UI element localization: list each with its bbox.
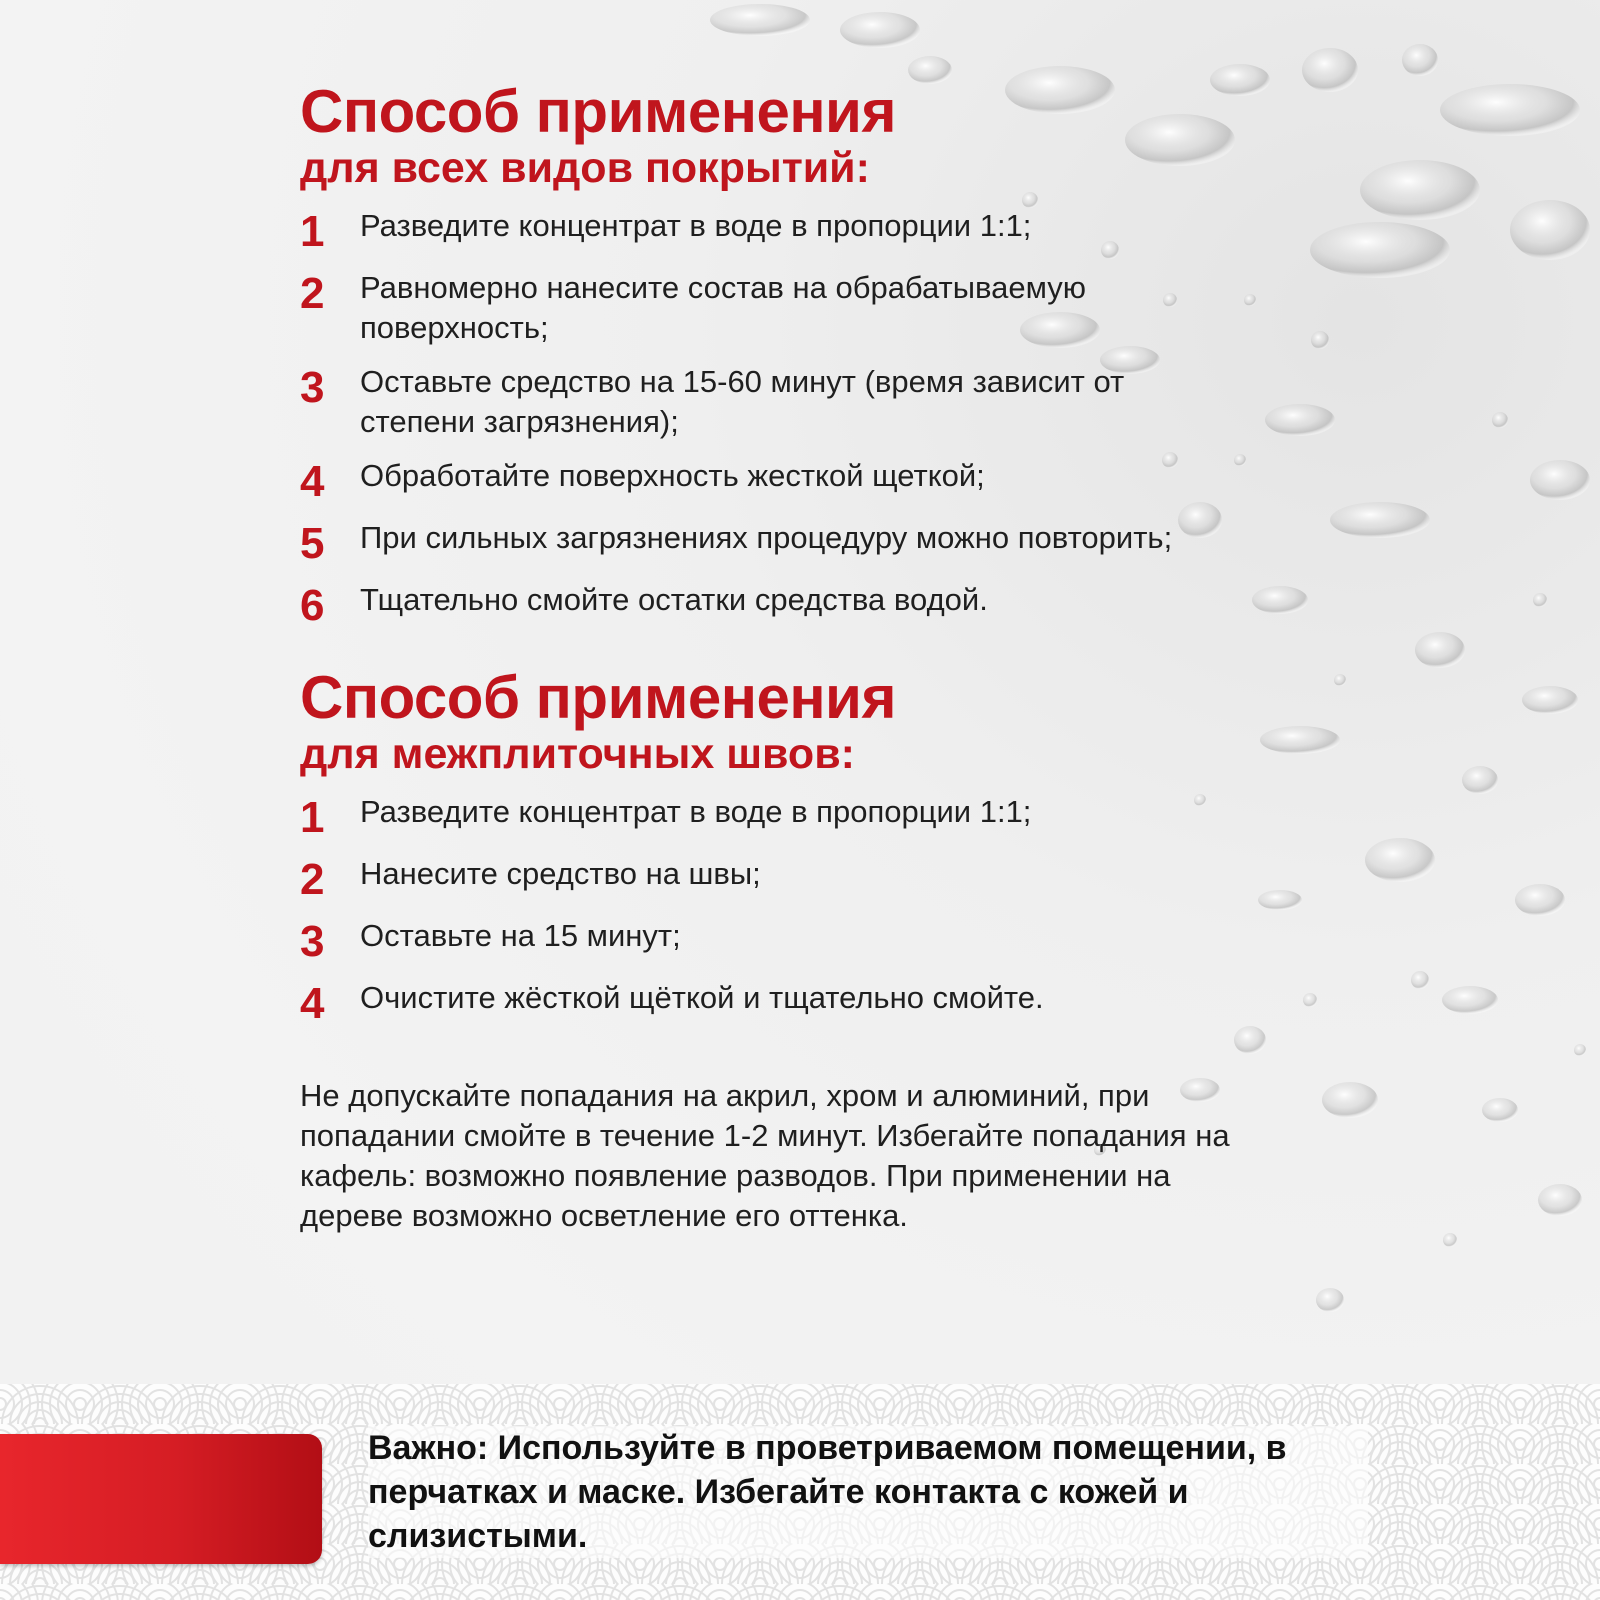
step-text: Оставьте средство на 15-60 минут (время зависит от степени загрязнения);: [360, 364, 1125, 439]
instructions: [300, 80, 1280, 1267]
list-item: [300, 792, 1280, 840]
list-item: [300, 362, 1280, 442]
important-footer: [0, 1384, 1600, 1600]
step-number: 6: [300, 581, 325, 630]
warning-note: Не допускайте попадания на акрил, хром и алюминий, при попадании смойте в течение 1-2 минут. Избегайте попадания на кафель: возможно появление разводов. При применении на дереве возможно осветление его оттенка.: [300, 1078, 1230, 1233]
step-number: 1: [300, 207, 325, 256]
step-number: 3: [300, 917, 325, 966]
red-accent-bar: [0, 1434, 322, 1564]
step-text: Разведите концентрат в воде в пропорции 1:1;: [360, 208, 1032, 243]
step-text: Очистите жёсткой щёткой и тщательно смойте.: [360, 980, 1044, 1015]
step-text: Нанесите средство на швы;: [360, 856, 761, 891]
step-number: 3: [300, 363, 325, 412]
section1-title: Способ применения: [300, 78, 896, 145]
section2-subtitle: для межплиточных швов:: [300, 730, 855, 778]
list-item: [300, 456, 1280, 504]
list-item: [300, 518, 1280, 566]
list-item: [300, 854, 1280, 902]
section1-steps: [300, 206, 1280, 628]
step-text: Обработайте поверхность жесткой щеткой;: [360, 458, 985, 493]
list-item: [300, 916, 1280, 964]
section1-subtitle: для всех видов покрытий:: [300, 144, 870, 192]
important-notice: Важно: Используйте в проветриваемом помещении, в перчатках и маске. Избегайте контакта с кожей и слизистыми.: [368, 1426, 1368, 1558]
step-text: Разведите концентрат в воде в пропорции 1:1;: [360, 794, 1032, 829]
list-item: [300, 580, 1280, 628]
step-text: При сильных загрязнениях процедуру можно повторить;: [360, 520, 1173, 555]
step-text: Оставьте на 15 минут;: [360, 918, 681, 953]
step-number: 2: [300, 855, 325, 904]
step-number: 2: [300, 269, 325, 318]
list-item: [300, 268, 1280, 348]
list-item: [300, 206, 1280, 254]
step-number: 5: [300, 519, 325, 568]
section2-steps: [300, 792, 1280, 1026]
step-number: 4: [300, 457, 325, 506]
list-item: [300, 978, 1280, 1026]
step-text: Тщательно смойте остатки средства водой.: [360, 582, 988, 617]
step-number: 1: [300, 793, 325, 842]
section2-title: Способ применения: [300, 664, 896, 731]
step-text: Равномерно нанесите состав на обрабатываемую поверхность;: [360, 270, 1087, 345]
step-number: 4: [300, 979, 325, 1028]
